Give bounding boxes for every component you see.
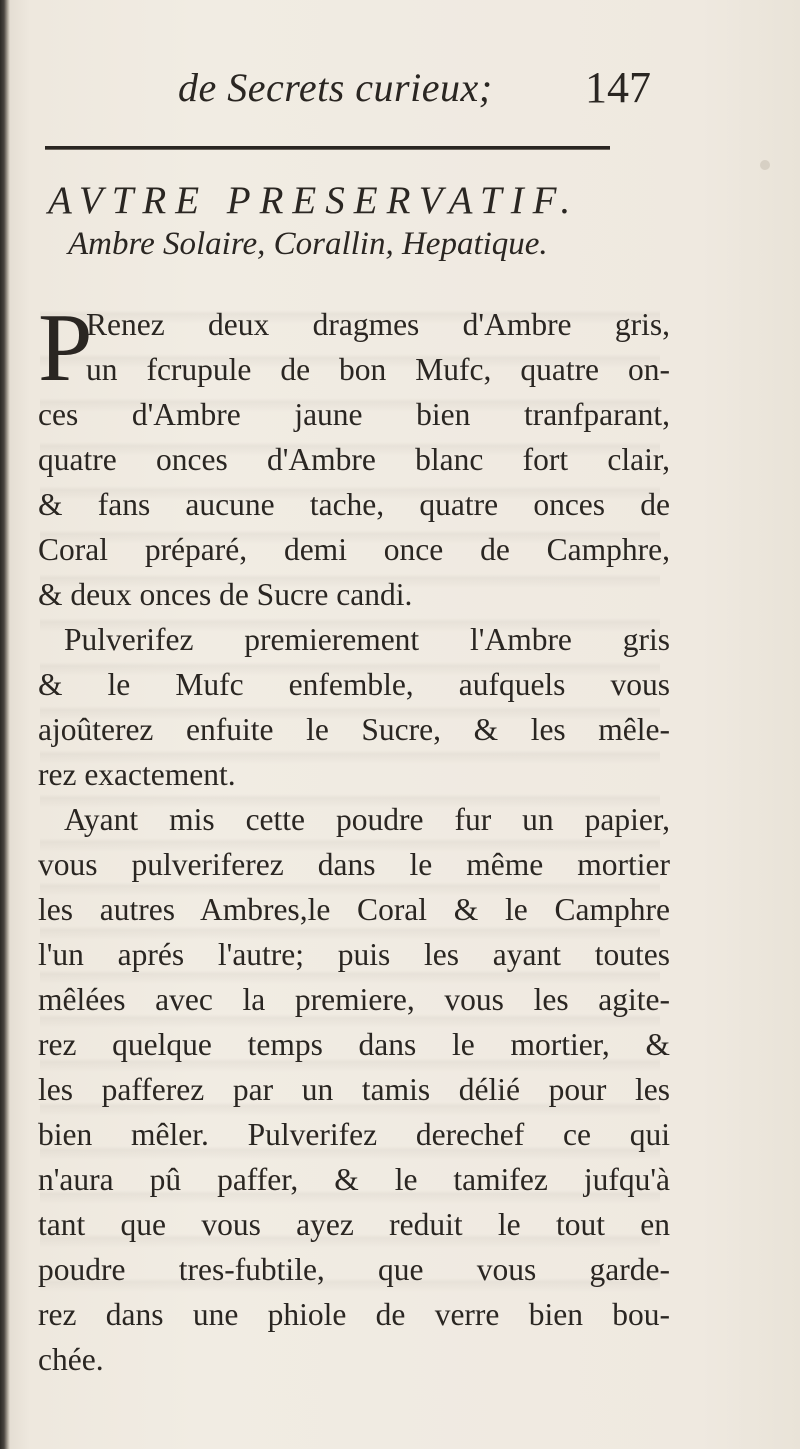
text-line: chée.: [38, 1342, 104, 1377]
paper-speck: [760, 160, 770, 170]
text-line: l'un aprés l'autre; puis les ayant toutes: [38, 937, 670, 972]
text-line: & le Mufc enfemble, aufquels vous: [38, 667, 670, 702]
text-line: & fans aucune tache, quatre onces de: [38, 487, 670, 522]
text-line: les autres Ambres,le Coral & le Camphre: [38, 892, 670, 927]
text-line: tant que vous ayez reduit le tout en: [38, 1207, 670, 1242]
text-line: mêlées avec la premiere, vous les agite-: [38, 982, 670, 1017]
drop-cap: P: [38, 294, 93, 402]
text-line: les pafferez par un tamis délié pour les: [38, 1072, 670, 1107]
text-line: rez dans une phiole de verre bien bou-: [38, 1297, 670, 1332]
text-line: quatre onces d'Ambre blanc fort clair,: [38, 442, 670, 477]
section-subtitle: Ambre Solaire, Corallin, Hepatique.: [68, 226, 548, 262]
text-line: poudre tres-fubtile, que vous garde-: [38, 1252, 670, 1287]
text-line: rez quelque temps dans le mortier, &: [38, 1027, 670, 1062]
text-line: rez exactement.: [38, 757, 236, 792]
first-paragraph-opening: [38, 294, 670, 402]
text-line: & deux onces de Sucre candi.: [38, 577, 413, 612]
text-line: vous pulveriferez dans le même mortier: [38, 847, 670, 882]
running-title: de Secrets curieux;: [178, 65, 493, 110]
page-gutter: [0, 0, 10, 1449]
text-line: bien mêler. Pulverifez derechef ce qui: [38, 1117, 670, 1152]
text-line: n'aura pû paffer, & le tamifez jufqu'à: [38, 1162, 670, 1197]
text-line: Coral préparé, demi once de Camphre,: [38, 532, 670, 567]
page-number: 147: [585, 63, 651, 112]
text-line: Ayant mis cette poudre fur un papier,: [64, 802, 670, 837]
page-header: [0, 50, 800, 110]
header-rule: [45, 146, 610, 150]
text-line: Renez deux dragmes d'Ambre gris,: [86, 307, 670, 342]
text-line: un fcrupule de bon Mufc, quatre on-: [86, 352, 670, 387]
text-line: ajoûterez enfuite le Sucre, & les mêle-: [38, 712, 670, 747]
section-title: AVTRE PRESERVATIF.: [48, 179, 580, 222]
text-line: Pulverifez premierement l'Ambre gris: [64, 622, 670, 657]
text-line: ces d'Ambre jaune bien tranfparant,: [38, 397, 670, 432]
body-text: [38, 294, 670, 1382]
